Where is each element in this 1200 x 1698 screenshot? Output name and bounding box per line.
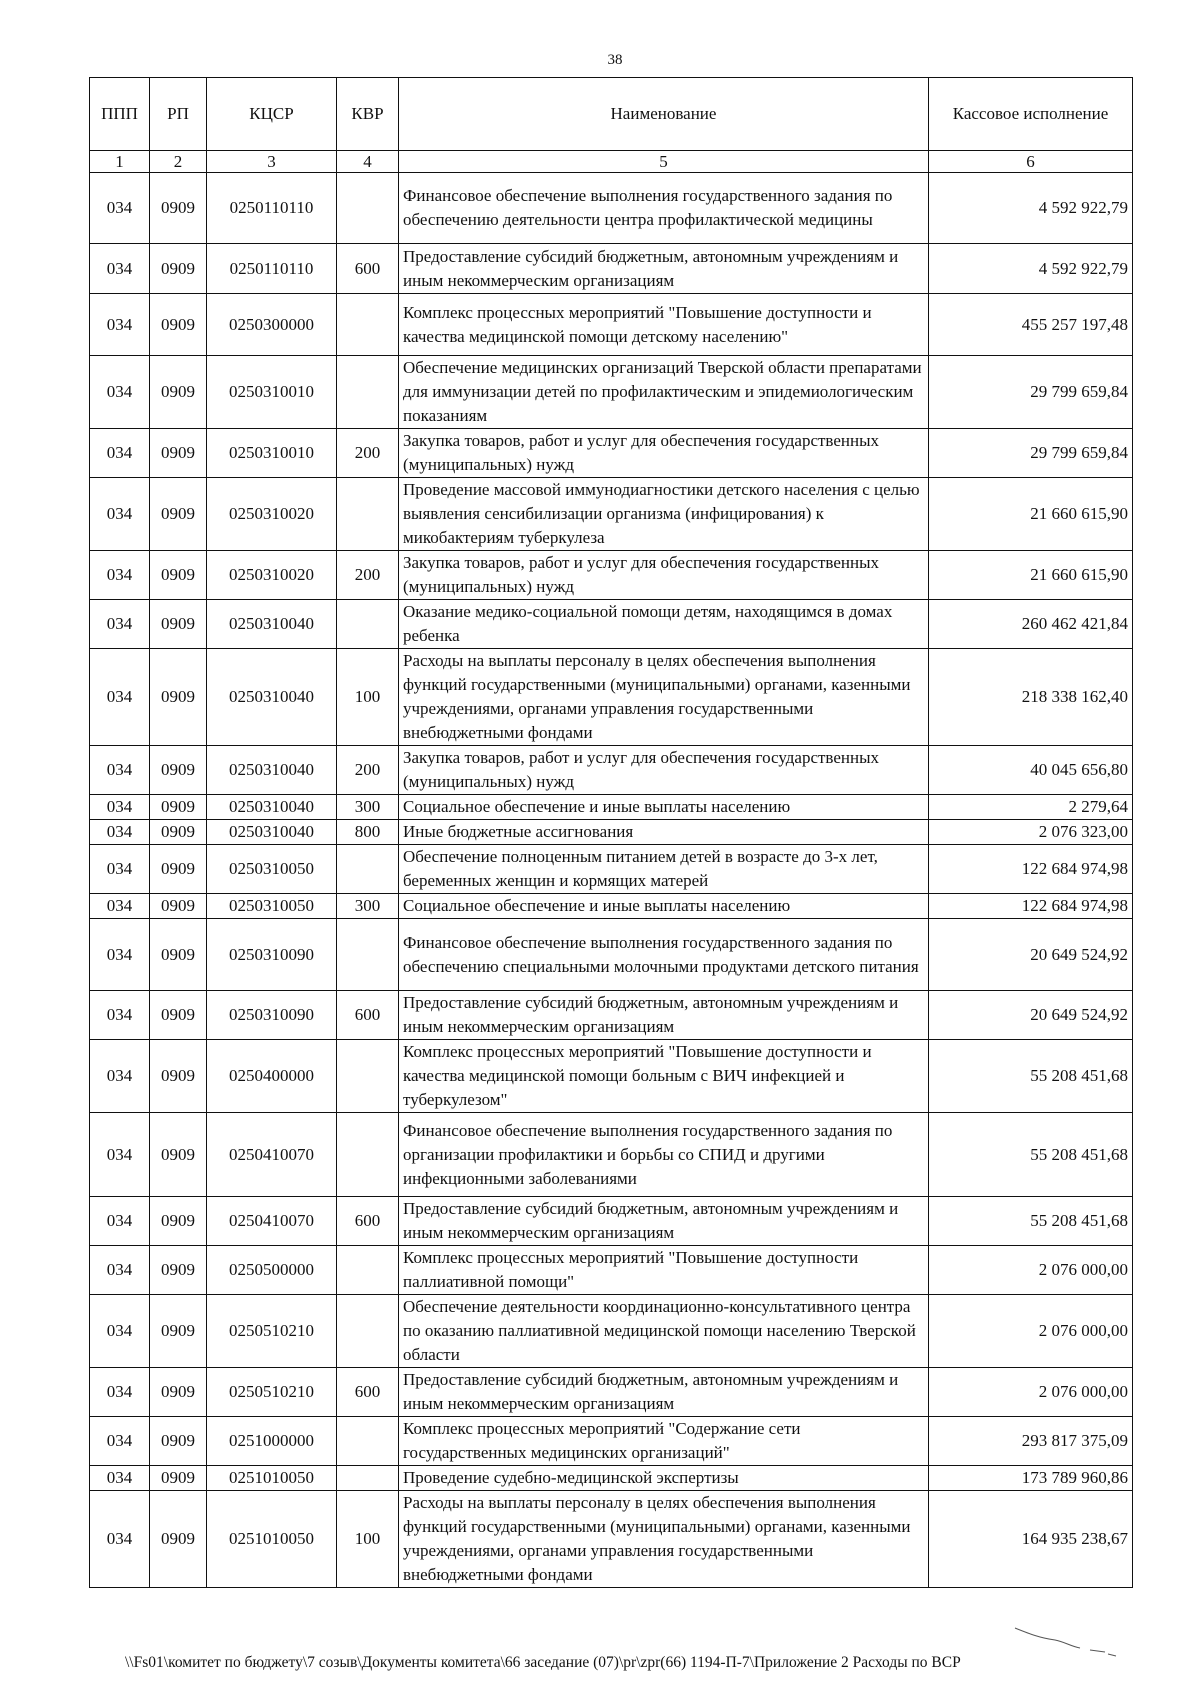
cell-name: Закупка товаров, работ и услуг для обеспечения государственных (муниципальных) нужд	[399, 746, 929, 795]
footer-file-path: \\Fs01\комитет по бюджету\7 созыв\Документы комитета\66 заседание (07)\pr\zpr(66) 1194-П-7\Приложение 2 Расходы по ВСР	[125, 1654, 961, 1671]
cell-amount: 40 045 656,80	[929, 746, 1133, 795]
cell-kvr: 200	[337, 746, 399, 795]
cell-kcsr: 0250310040	[207, 795, 337, 820]
cell-kcsr: 0251000000	[207, 1417, 337, 1466]
table-row	[90, 845, 1133, 894]
cell-amount: 4 592 922,79	[929, 244, 1133, 294]
cell-amount: 122 684 974,98	[929, 845, 1133, 894]
cell-ppp: 034	[90, 356, 150, 429]
pen-mark	[1010, 1620, 1120, 1660]
cell-amount: 55 208 451,68	[929, 1113, 1133, 1197]
cell-ppp: 034	[90, 478, 150, 551]
table-row	[90, 991, 1133, 1040]
header-amount: Кассовое исполнение	[929, 78, 1133, 151]
cell-kcsr: 0250110110	[207, 244, 337, 294]
cell-rp: 0909	[150, 820, 207, 845]
header-ppp: ППП	[90, 78, 150, 151]
cell-rp: 0909	[150, 1197, 207, 1246]
cell-rp: 0909	[150, 795, 207, 820]
column-number: 1	[90, 151, 150, 173]
column-number: 5	[399, 151, 929, 173]
cell-name: Комплекс процессных мероприятий "Повышение доступности паллиативной помощи"	[399, 1246, 929, 1295]
cell-rp: 0909	[150, 1295, 207, 1368]
cell-rp: 0909	[150, 919, 207, 991]
cell-amount: 29 799 659,84	[929, 429, 1133, 478]
column-number: 6	[929, 151, 1133, 173]
cell-ppp: 034	[90, 845, 150, 894]
cell-amount: 55 208 451,68	[929, 1040, 1133, 1113]
cell-kvr: 600	[337, 244, 399, 294]
cell-kcsr: 0251010050	[207, 1466, 337, 1491]
column-number: 2	[150, 151, 207, 173]
table-header-row	[90, 78, 1133, 151]
cell-name: Финансовое обеспечение выполнения государственного задания по обеспечению деятельности центра профилактической медицины	[399, 173, 929, 244]
cell-rp: 0909	[150, 1491, 207, 1588]
cell-kvr	[337, 1246, 399, 1295]
cell-kcsr: 0250500000	[207, 1246, 337, 1295]
cell-kvr	[337, 845, 399, 894]
cell-kcsr: 0250300000	[207, 294, 337, 356]
table-row	[90, 746, 1133, 795]
cell-name: Обеспечение медицинских организаций Тверской области препаратами для иммунизации детей по профилактическим и эпидемиологическим показаниям	[399, 356, 929, 429]
cell-name: Предоставление субсидий бюджетным, автономным учреждениям и иным некоммерческим организациям	[399, 1197, 929, 1246]
cell-name: Иные бюджетные ассигнования	[399, 820, 929, 845]
cell-ppp: 034	[90, 894, 150, 919]
cell-ppp: 034	[90, 795, 150, 820]
cell-ppp: 034	[90, 746, 150, 795]
table-row	[90, 551, 1133, 600]
header-kvr: КВР	[337, 78, 399, 151]
cell-kcsr: 0250310010	[207, 429, 337, 478]
cell-kcsr: 0250310040	[207, 600, 337, 649]
cell-ppp: 034	[90, 551, 150, 600]
cell-kvr	[337, 1466, 399, 1491]
column-number: 4	[337, 151, 399, 173]
cell-rp: 0909	[150, 894, 207, 919]
cell-amount: 260 462 421,84	[929, 600, 1133, 649]
cell-kvr	[337, 173, 399, 244]
cell-kcsr: 0250310050	[207, 894, 337, 919]
cell-kvr: 200	[337, 551, 399, 600]
table-row	[90, 919, 1133, 991]
cell-kcsr: 0250310040	[207, 820, 337, 845]
cell-kvr: 100	[337, 649, 399, 746]
cell-kvr	[337, 600, 399, 649]
cell-kvr	[337, 1417, 399, 1466]
header-name: Наименование	[399, 78, 929, 151]
cell-ppp: 034	[90, 1040, 150, 1113]
cell-kvr	[337, 478, 399, 551]
table-row	[90, 820, 1133, 845]
cell-amount: 122 684 974,98	[929, 894, 1133, 919]
cell-kcsr: 0250310090	[207, 919, 337, 991]
cell-amount: 29 799 659,84	[929, 356, 1133, 429]
cell-kvr: 800	[337, 820, 399, 845]
table-row	[90, 244, 1133, 294]
cell-kvr: 600	[337, 1197, 399, 1246]
cell-amount: 2 279,64	[929, 795, 1133, 820]
table-row	[90, 795, 1133, 820]
table-row	[90, 1040, 1133, 1113]
table-row	[90, 1197, 1133, 1246]
cell-rp: 0909	[150, 244, 207, 294]
cell-amount: 4 592 922,79	[929, 173, 1133, 244]
cell-rp: 0909	[150, 1466, 207, 1491]
cell-kvr	[337, 294, 399, 356]
page-number: 38	[607, 52, 623, 68]
table-row	[90, 1417, 1133, 1466]
cell-rp: 0909	[150, 294, 207, 356]
cell-kcsr: 0250400000	[207, 1040, 337, 1113]
cell-amount: 2 076 000,00	[929, 1368, 1133, 1417]
cell-kcsr: 0250310090	[207, 991, 337, 1040]
cell-name: Предоставление субсидий бюджетным, автономным учреждениям и иным некоммерческим организациям	[399, 1368, 929, 1417]
cell-kcsr: 0250510210	[207, 1295, 337, 1368]
table-row	[90, 429, 1133, 478]
cell-name: Закупка товаров, работ и услуг для обеспечения государственных (муниципальных) нужд	[399, 429, 929, 478]
cell-name: Закупка товаров, работ и услуг для обеспечения государственных (муниципальных) нужд	[399, 551, 929, 600]
cell-kvr	[337, 1295, 399, 1368]
cell-kvr: 200	[337, 429, 399, 478]
cell-rp: 0909	[150, 1113, 207, 1197]
cell-kvr: 600	[337, 991, 399, 1040]
cell-ppp: 034	[90, 820, 150, 845]
cell-kvr: 600	[337, 1368, 399, 1417]
cell-kcsr: 0250410070	[207, 1113, 337, 1197]
cell-ppp: 034	[90, 429, 150, 478]
cell-amount: 293 817 375,09	[929, 1417, 1133, 1466]
cell-rp: 0909	[150, 356, 207, 429]
cell-name: Расходы на выплаты персоналу в целях обеспечения выполнения функций государственными (муниципальными) органами, казенными учреждениями, органами управления государственными внебюджетными фондами	[399, 649, 929, 746]
cell-rp: 0909	[150, 746, 207, 795]
cell-kcsr: 0250110110	[207, 173, 337, 244]
cell-amount: 455 257 197,48	[929, 294, 1133, 356]
cell-rp: 0909	[150, 478, 207, 551]
cell-ppp: 034	[90, 1466, 150, 1491]
cell-ppp: 034	[90, 1295, 150, 1368]
cell-rp: 0909	[150, 649, 207, 746]
header-kcsr: КЦСР	[207, 78, 337, 151]
cell-name: Социальное обеспечение и иные выплаты населению	[399, 795, 929, 820]
table-row	[90, 1295, 1133, 1368]
cell-kcsr: 0250410070	[207, 1197, 337, 1246]
cell-name: Оказание медико-социальной помощи детям, находящимся в домах ребенка	[399, 600, 929, 649]
cell-name: Финансовое обеспечение выполнения государственного задания по обеспечению специальными молочными продуктами детского питания	[399, 919, 929, 991]
cell-ppp: 034	[90, 294, 150, 356]
table-row	[90, 478, 1133, 551]
cell-rp: 0909	[150, 845, 207, 894]
cell-amount: 2 076 000,00	[929, 1246, 1133, 1295]
cell-amount: 20 649 524,92	[929, 991, 1133, 1040]
cell-amount: 20 649 524,92	[929, 919, 1133, 991]
cell-name: Проведение массовой иммунодиагностики детского населения с целью выявления сенсибилизации организма (инфицирования) к микобактериям туберкулеза	[399, 478, 929, 551]
cell-ppp: 034	[90, 1491, 150, 1588]
cell-kvr: 300	[337, 894, 399, 919]
cell-kcsr: 0250310020	[207, 478, 337, 551]
cell-rp: 0909	[150, 1368, 207, 1417]
cell-amount: 173 789 960,86	[929, 1466, 1133, 1491]
cell-rp: 0909	[150, 1040, 207, 1113]
cell-kcsr: 0250510210	[207, 1368, 337, 1417]
cell-name: Проведение судебно-медицинской экспертизы	[399, 1466, 929, 1491]
table-row	[90, 294, 1133, 356]
column-number: 3	[207, 151, 337, 173]
cell-amount: 2 076 323,00	[929, 820, 1133, 845]
table-row	[90, 649, 1133, 746]
cell-name: Комплекс процессных мероприятий "Повышение доступности и качества медицинской помощи детскому населению"	[399, 294, 929, 356]
cell-rp: 0909	[150, 551, 207, 600]
cell-ppp: 034	[90, 1197, 150, 1246]
cell-name: Расходы на выплаты персоналу в целях обеспечения выполнения функций государственными (муниципальными) органами, казенными учреждениями, органами управления государственными внебюджетными фондами	[399, 1491, 929, 1588]
cell-rp: 0909	[150, 600, 207, 649]
cell-amount: 55 208 451,68	[929, 1197, 1133, 1246]
cell-kvr	[337, 356, 399, 429]
cell-amount: 21 660 615,90	[929, 478, 1133, 551]
cell-name: Обеспечение деятельности координационно-консультативного центра по оказанию паллиативной медицинской помощи населению Тверской области	[399, 1295, 929, 1368]
cell-ppp: 034	[90, 919, 150, 991]
cell-ppp: 034	[90, 173, 150, 244]
table-row	[90, 600, 1133, 649]
cell-ppp: 034	[90, 244, 150, 294]
budget-table	[89, 77, 1133, 1588]
table-row	[90, 1113, 1133, 1197]
cell-kvr: 100	[337, 1491, 399, 1588]
cell-ppp: 034	[90, 1246, 150, 1295]
cell-kcsr: 0250310040	[207, 746, 337, 795]
cell-kcsr: 0250310020	[207, 551, 337, 600]
cell-ppp: 034	[90, 1368, 150, 1417]
header-rp: РП	[150, 78, 207, 151]
table-row	[90, 894, 1133, 919]
cell-name: Финансовое обеспечение выполнения государственного задания по организации профилактики и борьбы со СПИД и другими инфекционными заболеваниями	[399, 1113, 929, 1197]
table-row	[90, 173, 1133, 244]
cell-ppp: 034	[90, 649, 150, 746]
cell-ppp: 034	[90, 991, 150, 1040]
cell-name: Комплекс процессных мероприятий "Повышение доступности и качества медицинской помощи больным с ВИЧ инфекцией и туберкулезом"	[399, 1040, 929, 1113]
cell-rp: 0909	[150, 173, 207, 244]
table-row	[90, 1491, 1133, 1588]
table-row	[90, 1368, 1133, 1417]
cell-kvr	[337, 1113, 399, 1197]
cell-amount: 2 076 000,00	[929, 1295, 1133, 1368]
cell-kcsr: 0250310010	[207, 356, 337, 429]
cell-name: Обеспечение полноценным питанием детей в возрасте до 3-х лет, беременных женщин и кормящих матерей	[399, 845, 929, 894]
cell-name: Комплекс процессных мероприятий "Содержание сети государственных медицинских организаций"	[399, 1417, 929, 1466]
cell-name: Социальное обеспечение и иные выплаты населению	[399, 894, 929, 919]
cell-kvr	[337, 919, 399, 991]
cell-rp: 0909	[150, 1246, 207, 1295]
cell-name: Предоставление субсидий бюджетным, автономным учреждениям и иным некоммерческим организациям	[399, 991, 929, 1040]
cell-rp: 0909	[150, 1417, 207, 1466]
cell-kcsr: 0250310040	[207, 649, 337, 746]
cell-rp: 0909	[150, 429, 207, 478]
cell-amount: 218 338 162,40	[929, 649, 1133, 746]
cell-rp: 0909	[150, 991, 207, 1040]
cell-ppp: 034	[90, 1417, 150, 1466]
cell-amount: 21 660 615,90	[929, 551, 1133, 600]
cell-ppp: 034	[90, 1113, 150, 1197]
cell-name: Предоставление субсидий бюджетным, автономным учреждениям и иным некоммерческим организациям	[399, 244, 929, 294]
table-row	[90, 356, 1133, 429]
table-body	[90, 173, 1133, 1588]
table-row	[90, 1246, 1133, 1295]
cell-ppp: 034	[90, 600, 150, 649]
cell-kvr	[337, 1040, 399, 1113]
column-number-row	[90, 151, 1133, 173]
cell-kvr: 300	[337, 795, 399, 820]
cell-amount: 164 935 238,67	[929, 1491, 1133, 1588]
table-row	[90, 1466, 1133, 1491]
cell-kcsr: 0251010050	[207, 1491, 337, 1588]
cell-kcsr: 0250310050	[207, 845, 337, 894]
